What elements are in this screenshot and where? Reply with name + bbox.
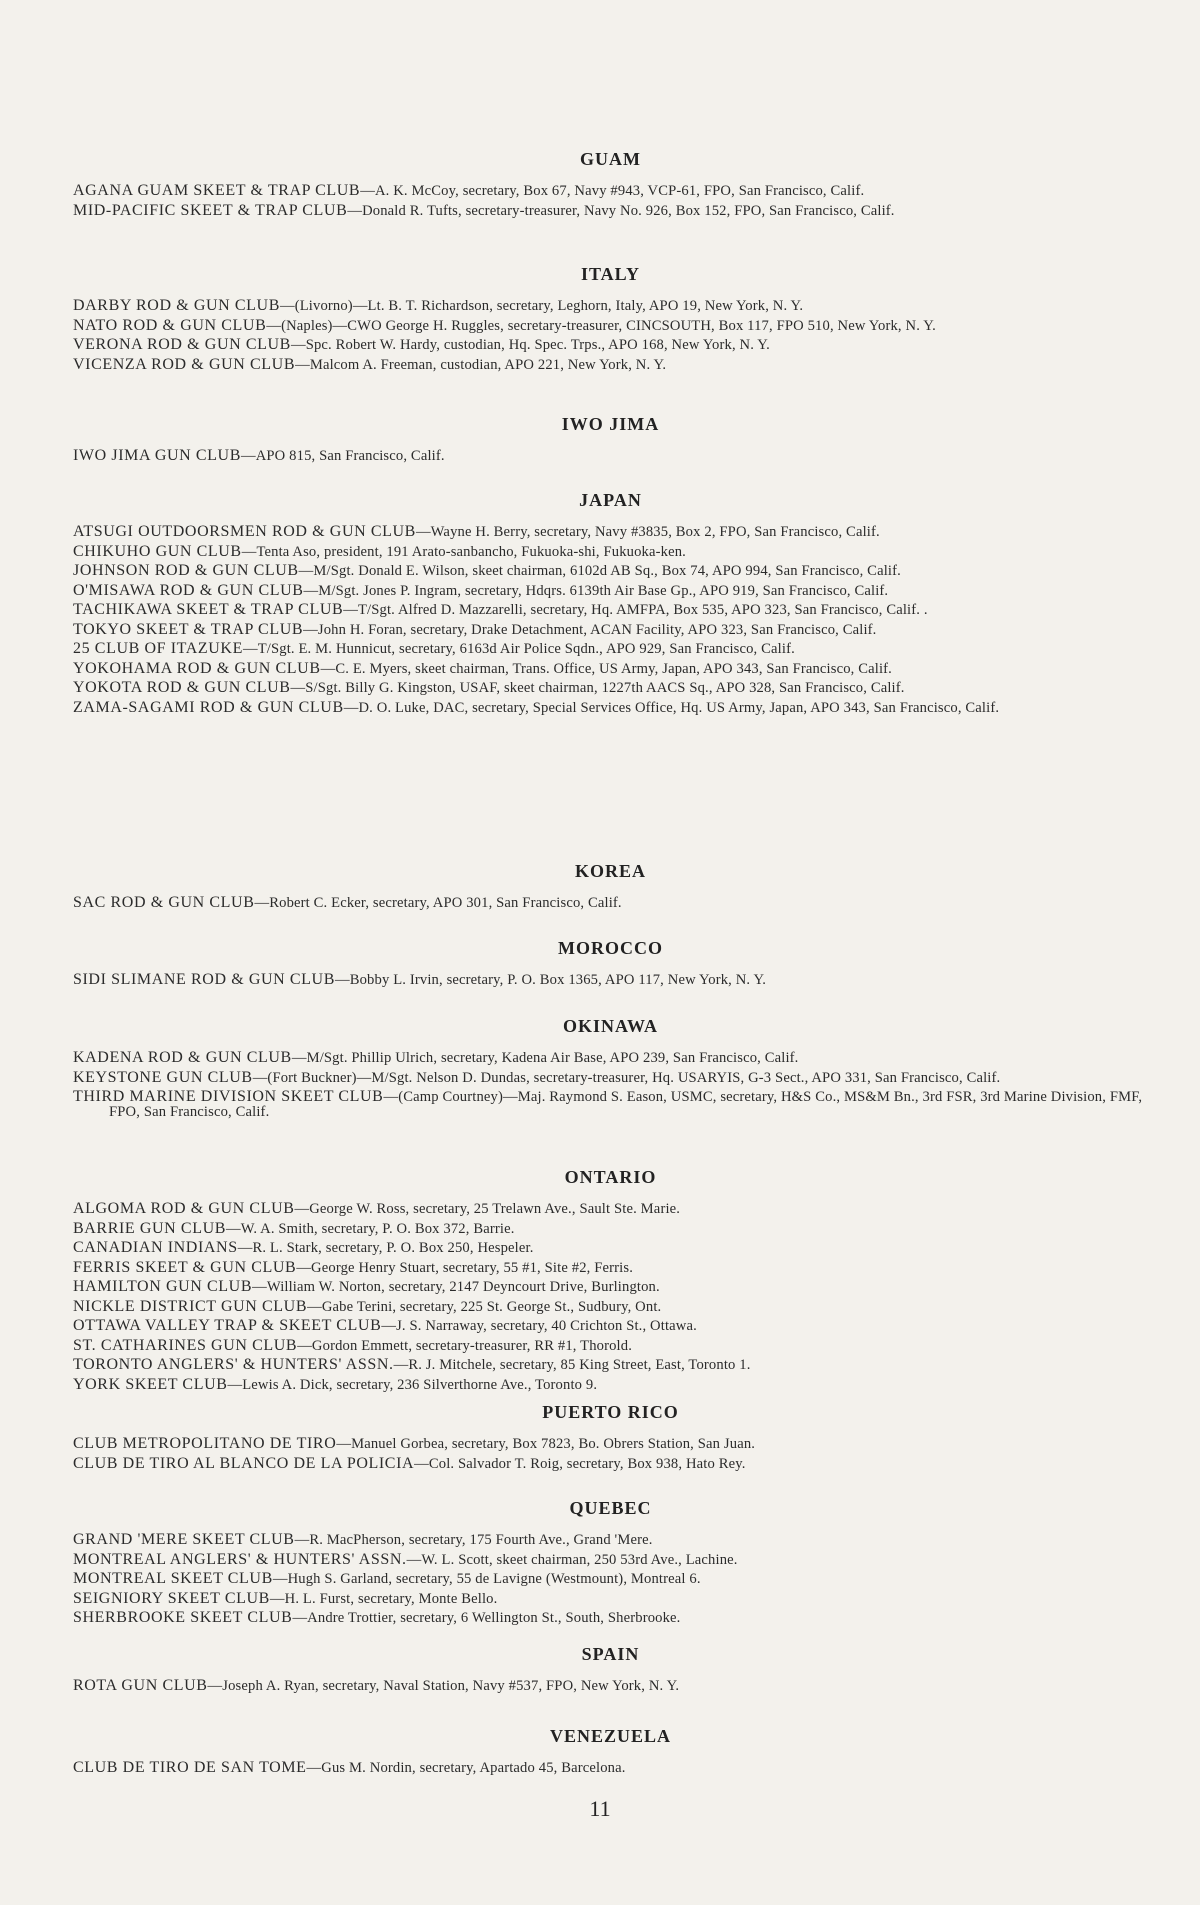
club-name: VICENZA ROD & GUN CLUB [73,355,296,373]
club-name: ATSUGI OUTDOORSMEN ROD & GUN CLUB [73,523,416,540]
club-name: SAC ROD & GUN CLUB [73,894,255,911]
club-entry [73,1358,1148,1373]
club-details: —M/Sgt. Phillip Ulrich, secretary, Kadena Air Base, APO 239, San Francisco, Calif. [291,1050,799,1066]
club-name: CHIKUHO GUN CLUB [73,542,242,560]
section-japan [73,490,1148,720]
club-details: —George W. Ross, secretary, 25 Trelawn Ave., Sault Ste. Marie. [294,1201,681,1217]
club-details: —M/Sgt. Jones P. Ingram, secretary, Hdqrs. 6139th Air Base Gp., APO 919, San Francisco, Calif. [303,582,889,599]
club-details: —George Henry Stuart, secretary, 55 #1, Site #2, Ferris. [296,1259,633,1276]
section-heading: PUERTO RICO [542,1402,679,1422]
club-entry [73,581,1148,599]
club-entry [73,1241,1148,1256]
club-name: MID-PACIFIC SKEET & TRAP CLUB [73,201,348,219]
club-details: —Hugh S. Garland, secretary, 55 de Lavigne (Westmount), Montreal 6. [272,1571,701,1587]
club-entry [73,1319,1148,1334]
section-heading: SPAIN [581,1644,640,1664]
club-name: VERONA ROD & GUN CLUB [73,336,291,353]
club-details: —A. K. McCoy, secretary, Box 67, Navy #943, VCP-61, FPO, San Francisco, Calif. [360,183,865,199]
section-puerto-rico [73,1402,1148,1476]
club-name: YORK SKEET CLUB [73,1375,228,1393]
club-name: TACHIKAWA SKEET & TRAP CLUB [73,601,344,618]
section-heading: IWO JIMA [561,414,660,434]
section-heading: VENEZUELA [549,1726,672,1746]
club-entry [73,1611,1148,1626]
club-details: —Andre Trottier, secretary, 6 Wellington St., South, Sherbrooke. [292,1610,681,1626]
club-name: NICKLE DISTRICT GUN CLUB [73,1297,308,1315]
club-name: ZAMA-SAGAMI ROD & GUN CLUB [73,698,344,716]
section-heading: QUEBEC [569,1498,652,1518]
club-name: ROTA GUN CLUB [73,1677,208,1694]
club-details: —Gabe Terini, secretary, 225 St. George St., Sudbury, Ont. [307,1298,662,1315]
club-entry [73,1533,1148,1548]
club-name: O'MISAWA ROD & GUN CLUB [73,581,304,599]
club-details: —William W. Norton, secretary, 2147 Deyncourt Drive, Burlington. [252,1279,660,1295]
club-name: KEYSTONE GUN CLUB [73,1068,253,1086]
club-entry [73,1280,1148,1295]
section-heading: OKINAWA [562,1016,658,1036]
club-name: JOHNSON ROD & GUN CLUB [73,562,299,579]
club-entry [73,1051,1148,1066]
club-name: IWO JIMA GUN CLUB [73,447,241,464]
section-heading: JAPAN [579,490,642,510]
club-entry [73,1258,1148,1276]
club-name: ST. CATHARINES GUN CLUB [73,1336,298,1354]
section-guam [73,149,1148,223]
club-details: —Spc. Robert W. Hardy, custodian, Hq. Spec. Trps., APO 168, New York, N. Y. [290,337,770,353]
section-heading: GUAM [580,149,641,169]
club-entry [73,1219,1148,1237]
club-details: —Bobby L. Irvin, secretary, P. O. Box 1365, APO 117, New York, N. Y. [334,972,767,988]
club-entry [73,1202,1148,1217]
club-entry [73,201,1148,219]
section-korea [73,861,1148,916]
club-details: —W. A. Smith, secretary, P. O. Box 372, Barrie. [226,1220,515,1237]
club-entry [73,1454,1148,1472]
club-details: —R. J. Mitchele, secretary, 85 King Street, East, Toronto 1. [393,1357,751,1373]
club-name: SHERBROOKE SKEET CLUB [73,1609,293,1626]
club-entry [73,525,1148,540]
club-details: —(Camp Courtney)—Maj. Raymond S. Eason, USMC, secretary, H&S Co., MS&M Bn., 3rd FSR, 3rd Marine Division, FMF, FPO, San Francisco, Calif. [109,1089,1143,1120]
club-name: SEIGNIORY SKEET CLUB [73,1589,270,1607]
club-name: SIDI SLIMANE ROD & GUN CLUB [73,971,335,988]
club-name: ALGOMA ROD & GUN CLUB [73,1200,295,1217]
club-entry [73,1572,1148,1587]
club-details: —(Fort Buckner)—M/Sgt. Nelson D. Dundas, secretary-treasurer, Hq. USARYIS, G-3 Sect., APO 331, San Francisco, Calif. [252,1069,1001,1086]
club-details: —Joseph A. Ryan, secretary, Naval Station, Navy #537, FPO, New York, N. Y. [207,1678,680,1694]
club-entry [73,338,1148,353]
section-ontario [73,1167,1148,1397]
club-details: —D. O. Luke, DAC, secretary, Special Services Office, Hq. US Army, Japan, APO 343, San Francisco, Calif. [343,699,1000,716]
club-entry [73,603,1148,618]
club-details: —Tenta Aso, president, 191 Arato-sanbancho, Fukuoka-shi, Fukuoka-ken. [241,543,686,560]
club-name: YOKOTA ROD & GUN CLUB [73,679,291,696]
club-details: —S/Sgt. Billy G. Kingston, USAF, skeet chairman, 1227th AACS Sq., APO 328, San Francisco, Calif. [290,680,905,696]
club-entry [73,1297,1148,1315]
club-details: —APO 815, San Francisco, Calif. [240,448,445,464]
club-entry [73,1761,1148,1776]
section-morocco [73,938,1148,993]
club-entry [73,681,1148,696]
club-details: —John H. Foran, secretary, Drake Detachment, ACAN Facility, APO 323, San Francisco, Calif. [303,621,877,638]
club-entry [73,1550,1148,1568]
club-entry [73,1679,1148,1694]
club-name: FERRIS SKEET & GUN CLUB [73,1258,297,1276]
section-iwo-jima [73,414,1148,469]
club-details: —R. MacPherson, secretary, 175 Fourth Ave., Grand 'Mere. [294,1532,653,1548]
club-name: CANADIAN INDIANS [73,1239,238,1256]
club-entry [73,184,1148,199]
club-details: —H. L. Furst, secretary, Monte Bello. [269,1590,498,1607]
club-details: —Malcom A. Freeman, custodian, APO 221, New York, N. Y. [295,356,667,373]
club-details: —(Naples)—CWO George H. Ruggles, secretary-treasurer, CINCSOUTH, Box 117, FPO 510, New York, N. Y. [266,317,936,334]
club-details: —R. L. Stark, secretary, P. O. Box 250, Hespeler. [237,1240,534,1256]
section-italy [73,264,1148,377]
club-entry [73,896,1148,911]
club-entry [73,659,1148,677]
club-details: —Donald R. Tufts, secretary-treasurer, Navy No. 926, Box 152, FPO, San Francisco, Calif. [347,202,895,219]
club-details: —Gus M. Nordin, secretary, Apartado 45, Barcelona. [306,1760,626,1776]
club-entry [73,299,1148,314]
page-number: 11 [589,1796,611,1821]
club-name: THIRD MARINE DIVISION SKEET CLUB [73,1088,384,1105]
club-name: NATO ROD & GUN CLUB [73,316,267,334]
club-entry [73,698,1148,716]
club-entry [73,355,1148,373]
club-name: OTTAWA VALLEY TRAP & SKEET CLUB [73,1317,382,1334]
club-entry [73,316,1148,334]
section-spain [73,1644,1148,1699]
club-name: YOKOHAMA ROD & GUN CLUB [73,659,321,677]
section-heading: ONTARIO [564,1167,657,1187]
club-details: —T/Sgt. Alfred D. Mazzarelli, secretary, Hq. AMFPA, Box 535, APO 323, San Francisco, Calif. . [343,602,928,618]
club-name: 25 CLUB OF ITAZUKE [73,640,243,657]
club-name: AGANA GUAM SKEET & TRAP CLUB [73,182,361,199]
club-entry [73,1090,1148,1119]
club-entry [73,542,1148,560]
club-name: BARRIE GUN CLUB [73,1219,227,1237]
club-name: CLUB DE TIRO AL BLANCO DE LA POLICIA [73,1454,415,1472]
club-entry [73,1336,1148,1354]
club-entry [73,642,1148,657]
club-entry [73,1375,1148,1393]
club-details: —(Livorno)—Lt. B. T. Richardson, secretary, Leghorn, Italy, APO 19, New York, N. Y. [279,298,804,314]
section-heading: ITALY [580,264,641,284]
section-heading: MOROCCO [558,938,663,958]
club-entry [73,564,1148,579]
section-heading: KOREA [574,861,646,881]
section-okinawa [73,1016,1148,1124]
club-details: —Wayne H. Berry, secretary, Navy #3835, Box 2, FPO, San Francisco, Calif. [415,524,880,540]
club-name: MONTREAL SKEET CLUB [73,1570,273,1587]
club-entry [73,449,1148,464]
club-entry [73,973,1148,988]
club-name: GRAND 'MERE SKEET CLUB [73,1531,295,1548]
club-entry [73,1589,1148,1607]
club-entry [73,1068,1148,1086]
club-entry [73,620,1148,638]
club-name: CLUB METROPOLITANO DE TIRO [73,1435,337,1452]
club-name: KADENA ROD & GUN CLUB [73,1049,292,1066]
club-details: —Robert C. Ecker, secretary, APO 301, San Francisco, Calif. [254,895,622,911]
club-details: —Gordon Emmett, secretary-treasurer, RR #1, Thorold. [297,1337,632,1354]
club-details: —W. L. Scott, skeet chairman, 250 53rd Ave., Lachine. [406,1551,738,1568]
club-name: TOKYO SKEET & TRAP CLUB [73,620,304,638]
club-name: DARBY ROD & GUN CLUB [73,297,280,314]
club-details: —Col. Salvador T. Roig, secretary, Box 938, Hato Rey. [414,1455,746,1472]
club-name: TORONTO ANGLERS' & HUNTERS' ASSN. [73,1356,394,1373]
section-venezuela [73,1726,1148,1781]
club-entry [73,1437,1148,1452]
club-details: —J. S. Narraway, secretary, 40 Crichton St., Ottawa. [381,1318,697,1334]
club-details: —Manuel Gorbea, secretary, Box 7823, Bo. Obrers Station, San Juan. [336,1436,756,1452]
club-details: —Lewis A. Dick, secretary, 236 Silverthorne Ave., Toronto 9. [227,1376,598,1393]
club-name: CLUB DE TIRO DE SAN TOME [73,1759,307,1776]
club-details: —M/Sgt. Donald E. Wilson, skeet chairman, 6102d AB Sq., Box 74, APO 994, San Francisco, Calif. [298,563,901,579]
club-details: —T/Sgt. E. M. Hunnicut, secretary, 6163d Air Police Sqdn., APO 929, San Francisco, Calif. [242,641,795,657]
club-details: —C. E. Myers, skeet chairman, Trans. Office, US Army, Japan, APO 343, San Francisco, Calif. [320,660,892,677]
club-name: HAMILTON GUN CLUB [73,1278,253,1295]
section-quebec [73,1498,1148,1631]
club-name: MONTREAL ANGLERS' & HUNTERS' ASSN. [73,1550,407,1568]
